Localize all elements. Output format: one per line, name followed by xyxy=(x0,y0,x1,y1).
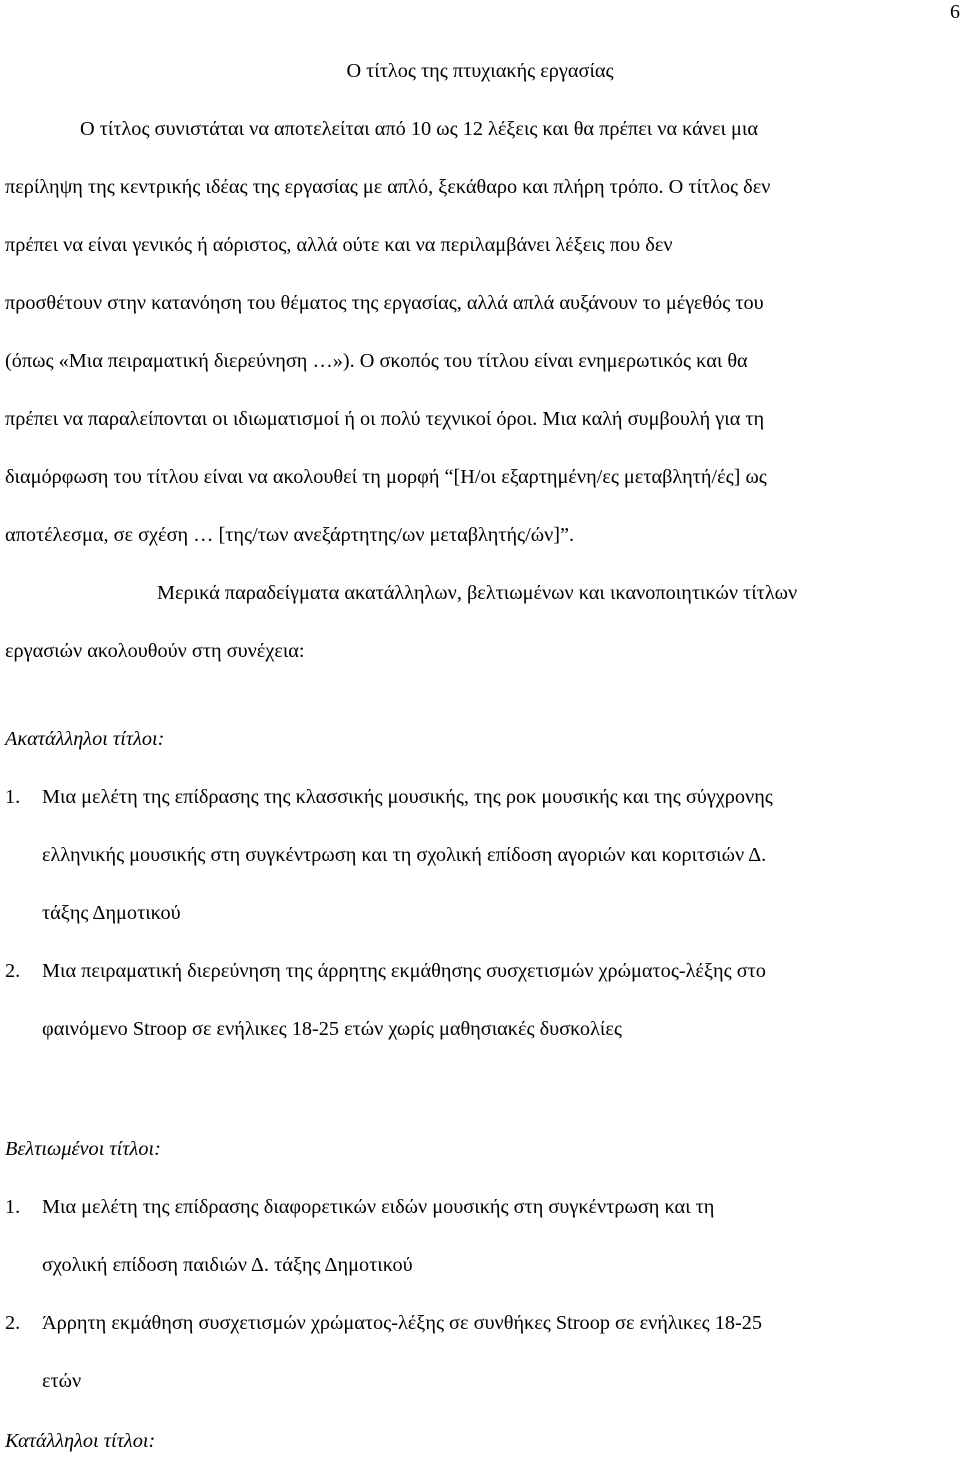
list-item-line xyxy=(5,1194,714,1220)
appropriate-titles-heading: Κατάλληλοι τίτλοι: xyxy=(5,1430,156,1452)
list-item-line: σχολική επίδοση παιδιών Δ. τάξης Δημοτικού xyxy=(42,1254,413,1276)
list-item-line: τάξης Δημοτικού xyxy=(42,902,181,924)
list-number: 2. xyxy=(5,960,21,982)
section-title: Ο τίτλος της πτυχιακής εργασίας xyxy=(346,60,614,82)
paragraph-line: προσθέτουν στην κατανόηση του θέματος της εργασίας, αλλά απλά αυξάνουν το μέγεθός του xyxy=(5,292,764,314)
paragraph-line: εργασιών ακολουθούν στη συνέχεια: xyxy=(5,640,305,662)
list-number: 1. xyxy=(5,1196,21,1218)
list-item-line: ετών xyxy=(42,1370,82,1392)
list-item-text: Μια μελέτη της επίδρασης της κλασσικής μουσικής, της ροκ μουσικής και της σύγχρονης xyxy=(42,786,773,808)
paragraph-line: αποτέλεσμα, σε σχέση … [της/των ανεξάρτητης/ων μεταβλητής/ών]”. xyxy=(5,524,575,546)
list-number: 1. xyxy=(5,786,21,808)
list-item-line xyxy=(5,1310,762,1336)
paragraph-line: διαμόρφωση του τίτλου είναι να ακολουθεί τη μορφή “[Η/οι εξαρτημένη/ες μεταβλητή/ές] ως xyxy=(5,466,767,488)
list-item-line xyxy=(5,958,766,984)
paragraph-line: Ο τίτλος συνιστάται να αποτελείται από 10 ως 12 λέξεις και θα πρέπει να κάνει μια xyxy=(80,118,758,140)
list-item-text: Μια μελέτη της επίδρασης διαφορετικών ειδών μουσικής στη συγκέντρωση και τη xyxy=(42,1196,715,1218)
paragraph-line: πρέπει να παραλείπονται οι ιδιωματισμοί ή οι πολύ τεχνικοί όροι. Μια καλή συμβουλή για τη xyxy=(5,408,765,430)
inappropriate-titles-heading: Ακατάλληλοι τίτλοι: xyxy=(5,728,165,750)
list-item-text: Μια πειραματική διερεύνηση της άρρητης εκμάθησης συσχετισμών χρώματος-λέξης στο xyxy=(42,960,766,982)
paragraph-line: Μερικά παραδείγματα ακατάλληλων, βελτιωμένων και ικανοποιητικών τίτλων xyxy=(157,582,798,604)
paragraph-line: (όπως «Μια πειραματική διερεύνηση …»). Ο σκοπός του τίτλου είναι ενημερωτικός και θα xyxy=(5,350,748,372)
list-item-line: ελληνικής μουσικής στη συγκέντρωση και τη σχολική επίδοση αγοριών και κοριτσιών Δ. xyxy=(42,844,767,866)
paragraph-line: πρέπει να είναι γενικός ή αόριστος, αλλά ούτε και να περιλαμβάνει λέξεις που δεν xyxy=(5,234,673,256)
paragraph-line: περίληψη της κεντρικής ιδέας της εργασίας με απλό, ξεκάθαρο και πλήρη τρόπο. Ο τίτλος δεν xyxy=(5,176,771,198)
page-number: 6 xyxy=(950,1,960,23)
improved-titles-heading: Βελτιωμένοι τίτλοι: xyxy=(5,1138,161,1160)
list-number: 2. xyxy=(5,1312,21,1334)
list-item-line xyxy=(5,784,773,810)
list-item-line: φαινόμενο Stroop σε ενήλικες 18-25 ετών χωρίς μαθησιακές δυσκολίες xyxy=(42,1018,622,1040)
list-item-text: Άρρητη εκμάθηση συσχετισμών χρώματος-λέξης σε συνθήκες Stroop σε ενήλικες 18-25 xyxy=(42,1312,763,1334)
